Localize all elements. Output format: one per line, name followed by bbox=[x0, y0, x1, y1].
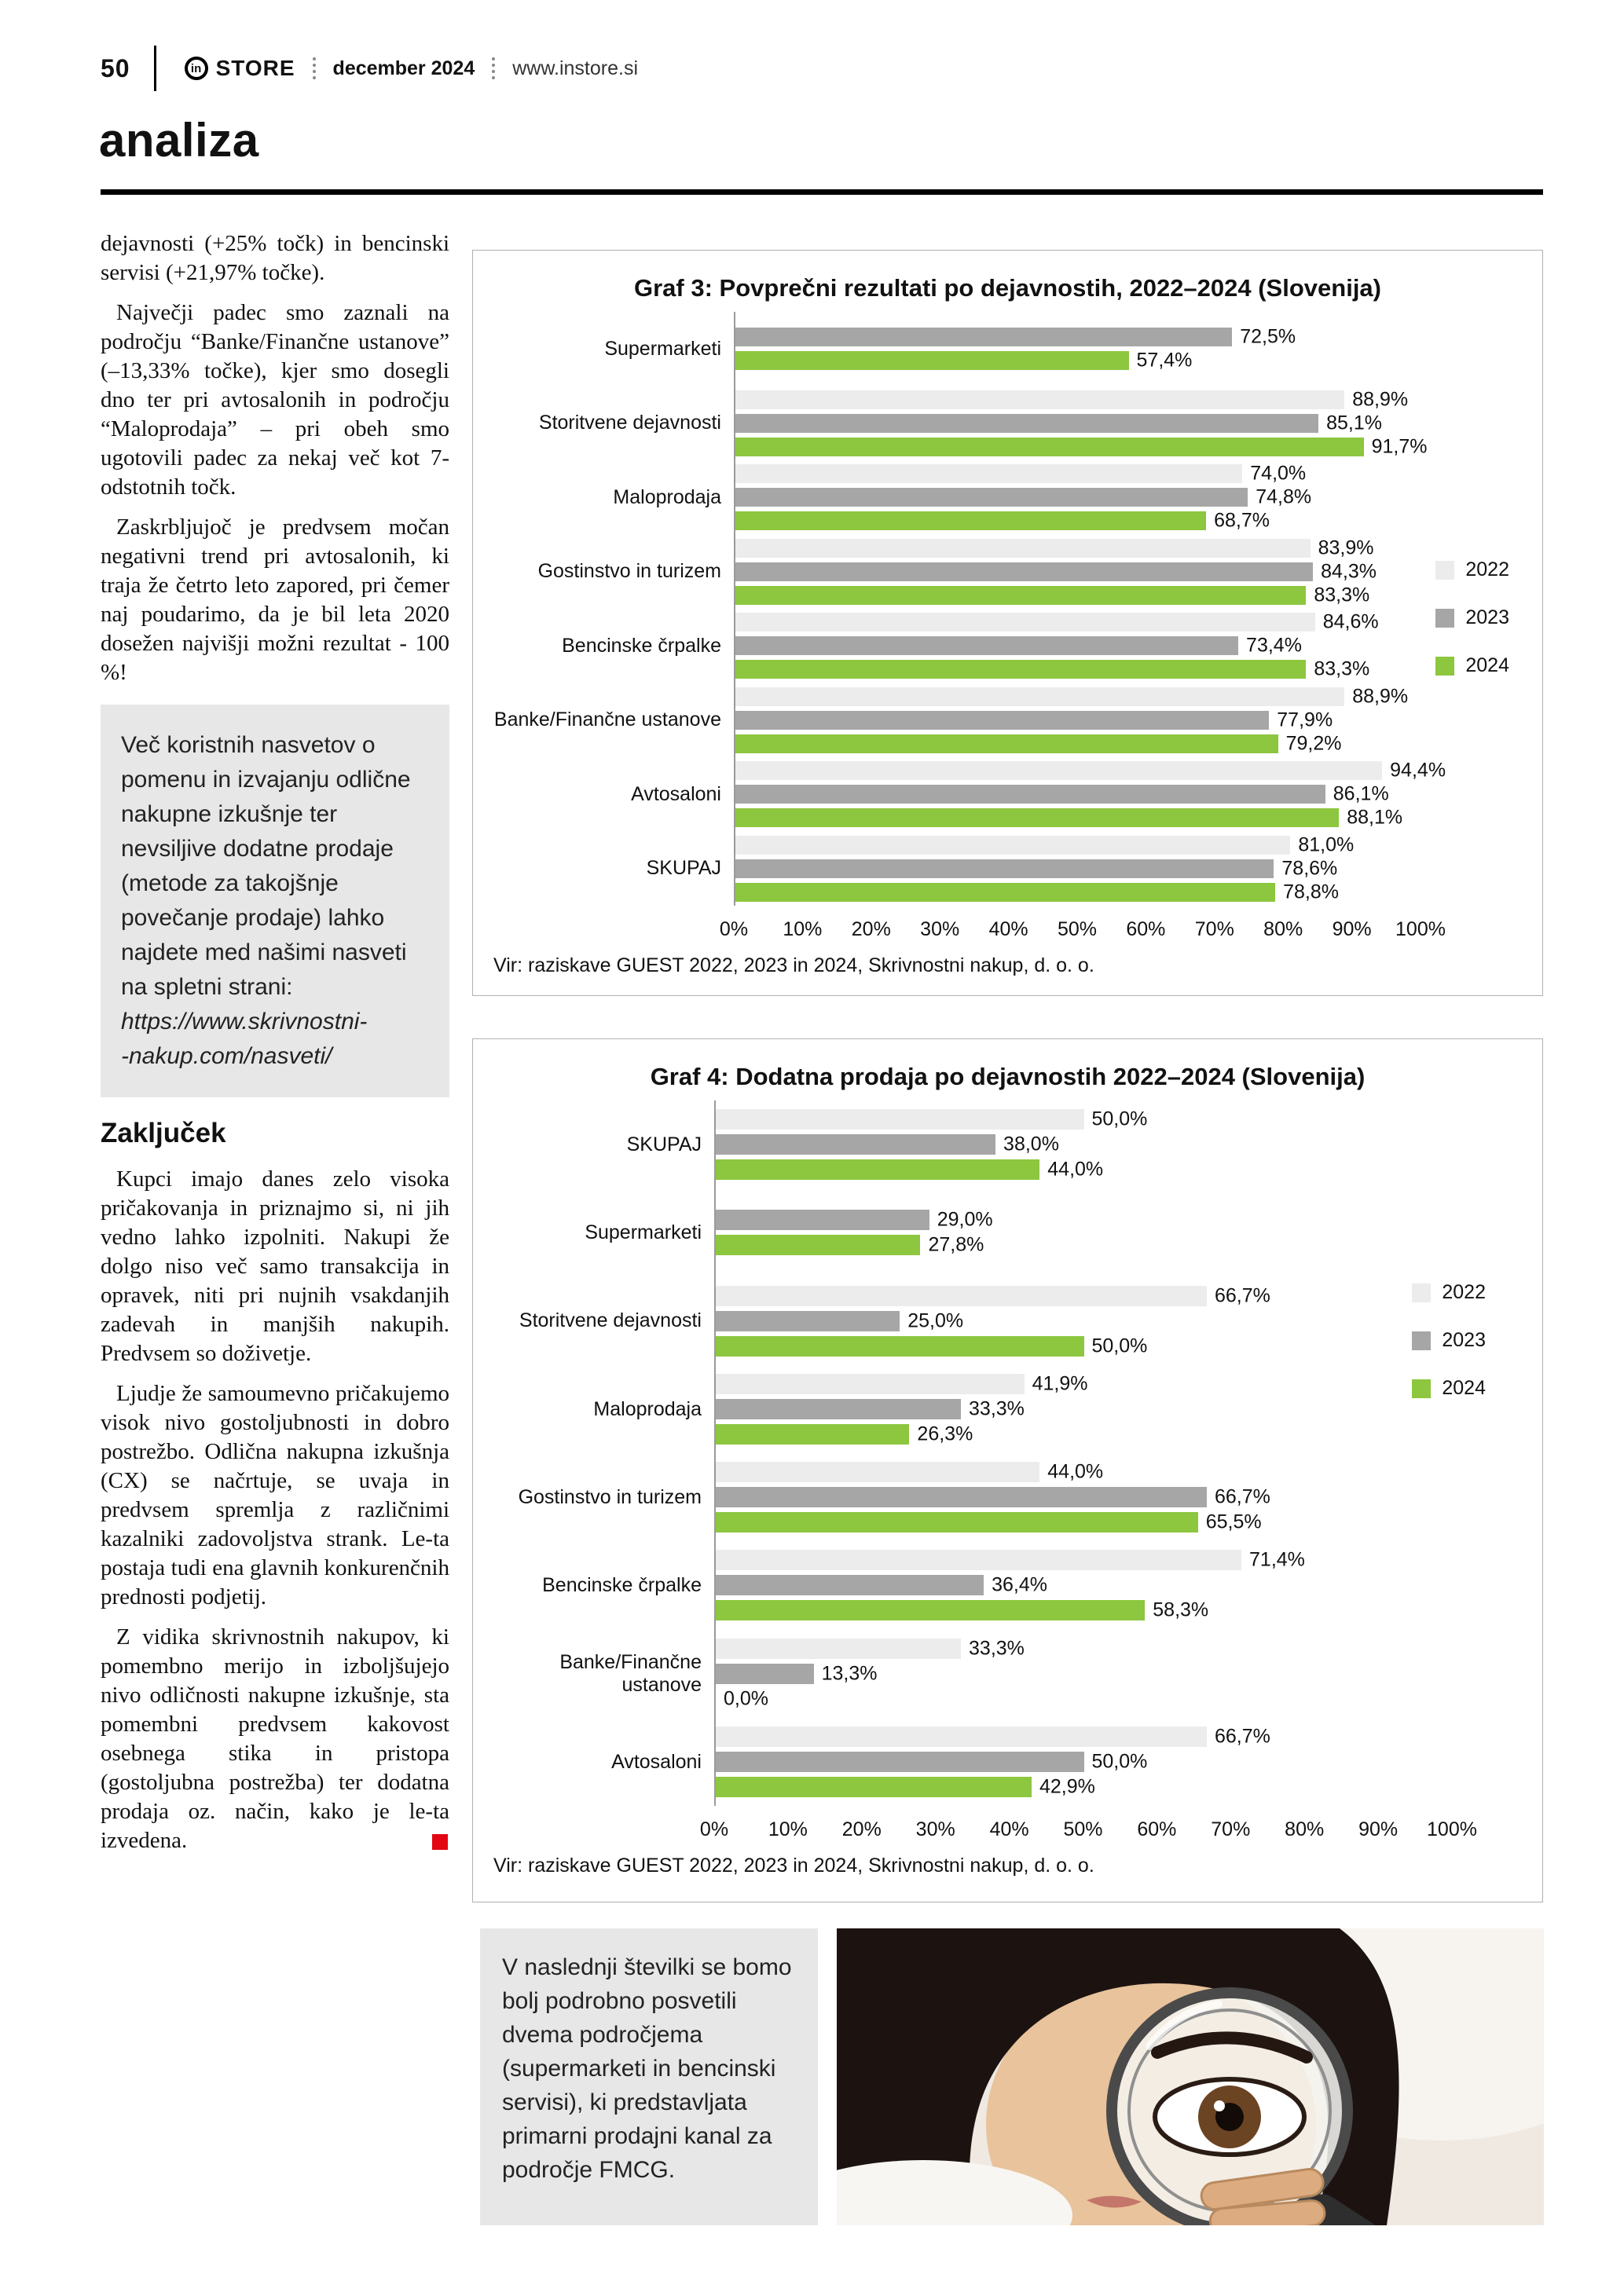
instore-logo-icon: in bbox=[185, 57, 208, 80]
tip-box bbox=[101, 705, 449, 1097]
page-header bbox=[101, 46, 1543, 91]
bar-line bbox=[716, 1286, 1452, 1306]
bar-2024 bbox=[716, 1777, 1032, 1797]
axis-tick: 40% bbox=[989, 1818, 1029, 1840]
bar-group bbox=[714, 1100, 1452, 1188]
tip-box-text: Več koristnih nasvetov o pomenu in izvajanju odlične nakupne izkušnje ter nevsiljive dodatne prodaje (metode za takojšnje povečanje prodaje) lahko najdete med našimi nasveti na spletni strani: bbox=[121, 732, 411, 1000]
bar-line bbox=[735, 485, 1421, 508]
bar-line bbox=[735, 511, 1421, 530]
chart-row bbox=[490, 386, 1428, 461]
axis-tick: 80% bbox=[1285, 1818, 1325, 1840]
value-label: 57,4% bbox=[1136, 349, 1193, 372]
bar-line bbox=[716, 1235, 1452, 1255]
chart-x-axis bbox=[719, 912, 1446, 948]
bar-2024 bbox=[735, 734, 1278, 753]
bar-group bbox=[714, 1718, 1452, 1806]
bar-2023 bbox=[716, 1399, 961, 1419]
axis-tick: 100% bbox=[1395, 918, 1446, 940]
value-label: 94,4% bbox=[1390, 759, 1446, 782]
category-label: Maloprodaja bbox=[613, 485, 721, 508]
bar-2024 bbox=[735, 660, 1306, 679]
bar-2024 bbox=[735, 438, 1364, 456]
chart-title: Graf 3: Povprečni rezultati po dejavnostih, 2022–2024 (Slovenija) bbox=[634, 274, 1381, 302]
bar-2024 bbox=[716, 1512, 1198, 1532]
value-label: 25,0% bbox=[907, 1309, 964, 1332]
legend-label: 2024 bbox=[1442, 1377, 1486, 1399]
chart-row bbox=[490, 1630, 1452, 1718]
value-label: 44,0% bbox=[1047, 1460, 1104, 1483]
value-label: 88,9% bbox=[1352, 685, 1409, 708]
bar-2022 bbox=[735, 539, 1311, 558]
bar-line bbox=[735, 759, 1446, 782]
chart-row bbox=[490, 1188, 1452, 1276]
bar-line bbox=[735, 586, 1421, 605]
value-label: 50,0% bbox=[1091, 1750, 1148, 1773]
value-label: 29,0% bbox=[937, 1208, 993, 1231]
value-label: 71,4% bbox=[1249, 1548, 1305, 1571]
bar-2022 bbox=[716, 1462, 1039, 1482]
section-title: analiza bbox=[99, 114, 259, 167]
value-label: 84,3% bbox=[1321, 560, 1377, 583]
legend-label: 2024 bbox=[1465, 654, 1509, 676]
bar-line bbox=[716, 1512, 1452, 1532]
chart-source: Vir: raziskave GUEST 2022, 2023 in 2024, Skrivnostni nakup, d. o. o. bbox=[493, 1855, 1094, 1877]
bar-2023 bbox=[716, 1575, 984, 1595]
axis-tick: 30% bbox=[920, 918, 960, 940]
value-label: 91,7% bbox=[1371, 435, 1428, 458]
bar-line bbox=[735, 610, 1421, 633]
bar-2023 bbox=[716, 1134, 995, 1155]
bar-line bbox=[735, 536, 1421, 559]
website-url: www.instore.si bbox=[512, 57, 638, 79]
axis-tick: 0% bbox=[699, 1818, 729, 1840]
legend-label: 2023 bbox=[1465, 606, 1509, 628]
legend-item bbox=[1412, 1329, 1486, 1352]
page-number: 50 bbox=[101, 53, 130, 82]
value-label: 79,2% bbox=[1285, 732, 1342, 755]
value-label: 85,1% bbox=[1326, 412, 1382, 434]
chart-row bbox=[490, 757, 1446, 832]
bar-2023 bbox=[735, 414, 1318, 433]
bar-line bbox=[716, 1727, 1452, 1747]
bar-line bbox=[735, 833, 1421, 856]
bar-line bbox=[735, 859, 1421, 878]
bar-line bbox=[735, 883, 1421, 902]
bar-2022 bbox=[735, 761, 1382, 780]
bar-group bbox=[734, 832, 1421, 906]
value-label: 77,9% bbox=[1277, 709, 1333, 731]
photo-illustration bbox=[837, 1928, 1544, 2225]
bar-2023 bbox=[735, 488, 1248, 507]
bar-line bbox=[735, 687, 1421, 706]
bar-line bbox=[735, 562, 1421, 581]
value-label: 84,6% bbox=[1322, 610, 1379, 633]
bar-line bbox=[735, 464, 1421, 483]
chart-legend bbox=[1435, 558, 1509, 677]
bar-2024 bbox=[716, 1159, 1039, 1180]
axis-tick: 20% bbox=[841, 1818, 882, 1840]
chart-row bbox=[490, 1365, 1452, 1453]
legend-swatch-2023 bbox=[1435, 609, 1454, 628]
issue-date: december 2024 bbox=[332, 57, 475, 79]
bar-2022 bbox=[716, 1550, 1241, 1570]
category-label: SKUPAJ bbox=[626, 1133, 702, 1155]
bar-2023 bbox=[735, 636, 1238, 655]
next-issue-box bbox=[480, 1928, 818, 2225]
axis-tick: 80% bbox=[1263, 918, 1303, 940]
value-label: 26,3% bbox=[917, 1423, 973, 1445]
chart-row bbox=[490, 535, 1421, 610]
article-paragraph: dejavnosti (+25% točk) in bencinski servisi (+21,97% točke). bbox=[101, 231, 449, 285]
chart-title: Graf 4: Dodatna prodaja po dejavnostih 2022–2024 (Slovenija) bbox=[650, 1063, 1366, 1090]
bar-group bbox=[734, 757, 1446, 832]
bar-line bbox=[716, 1134, 1452, 1155]
value-label: 73,4% bbox=[1246, 634, 1302, 657]
chart-graf4 bbox=[472, 1038, 1543, 1902]
value-label: 78,8% bbox=[1283, 881, 1340, 903]
legend-item bbox=[1412, 1377, 1486, 1400]
value-label: 58,3% bbox=[1153, 1598, 1209, 1621]
bar-line bbox=[735, 390, 1421, 409]
tip-box-url-line2[interactable]: -nakup.com/nasveti/ bbox=[121, 1043, 332, 1069]
category-label: Gostinstvo in turizem bbox=[518, 1485, 702, 1508]
category-label: Banke/Finančne ustanove bbox=[493, 709, 721, 731]
bar-group bbox=[734, 609, 1421, 683]
photo-woman-magnifying-glass bbox=[837, 1928, 1544, 2225]
bar-line bbox=[716, 1639, 1452, 1659]
bar-line bbox=[716, 1159, 1452, 1180]
bar-line bbox=[716, 1487, 1452, 1507]
bar-2024 bbox=[735, 586, 1306, 605]
bar-2023 bbox=[716, 1210, 929, 1230]
bar-line bbox=[716, 1424, 1452, 1445]
value-label: 88,9% bbox=[1352, 388, 1409, 411]
value-label: 74,8% bbox=[1256, 485, 1312, 508]
value-label: 33,3% bbox=[969, 1637, 1025, 1660]
bar-group bbox=[734, 535, 1421, 610]
bar-2023 bbox=[716, 1752, 1084, 1772]
category-label: Supermarketi bbox=[604, 337, 721, 360]
bar-2023 bbox=[735, 711, 1269, 730]
category-label: SKUPAJ bbox=[646, 857, 721, 880]
bar-line bbox=[735, 414, 1421, 433]
chart-rows bbox=[490, 1100, 1452, 1806]
conclusion-heading: Zaključek bbox=[101, 1118, 226, 1148]
axis-tick: 10% bbox=[768, 1818, 808, 1840]
bar-group bbox=[734, 683, 1421, 758]
category-label: Storitvene dejavnosti bbox=[538, 412, 721, 434]
axis-tick: 40% bbox=[988, 918, 1028, 940]
chart-row bbox=[490, 460, 1421, 535]
bar-line bbox=[716, 1210, 1452, 1230]
axis-tick: 50% bbox=[1057, 918, 1098, 940]
legend-item bbox=[1412, 1281, 1486, 1304]
value-label: 50,0% bbox=[1091, 1108, 1148, 1130]
bar-line bbox=[735, 351, 1421, 370]
bar-line bbox=[716, 1777, 1452, 1797]
bar-2023 bbox=[716, 1487, 1207, 1507]
chart-row bbox=[490, 609, 1421, 683]
brand-name: STORE bbox=[215, 56, 295, 80]
bar-line bbox=[716, 1664, 1452, 1684]
value-label: 86,1% bbox=[1333, 782, 1389, 805]
article-paragraph: Zaskrbljujoč je predvsem močan negativni trend pri avtosalonih, ki traja že četrto leto zapored, pri čemer naj poudarimo, da je bil leta 2020 dosežen najvišji možni rezultat - 100 %! bbox=[101, 514, 449, 685]
bar-line bbox=[735, 711, 1421, 730]
value-label: 33,3% bbox=[969, 1397, 1025, 1420]
bar-line bbox=[716, 1311, 1452, 1331]
legend-swatch-2022 bbox=[1435, 561, 1454, 580]
axis-tick: 100% bbox=[1427, 1818, 1477, 1840]
category-label: Bencinske črpalke bbox=[562, 634, 721, 657]
article-end-marker bbox=[432, 1834, 448, 1850]
bar-2022 bbox=[716, 1286, 1207, 1306]
bar-line bbox=[716, 1600, 1452, 1620]
chart-row bbox=[490, 1718, 1452, 1806]
value-label: 50,0% bbox=[1091, 1335, 1148, 1357]
bar-2022 bbox=[735, 464, 1242, 483]
axis-tick: 50% bbox=[1063, 1818, 1103, 1840]
bar-2022 bbox=[735, 613, 1315, 632]
bar-2024 bbox=[716, 1336, 1084, 1357]
legend-swatch-2022 bbox=[1412, 1283, 1431, 1302]
header-divider bbox=[154, 46, 156, 91]
bar-group bbox=[714, 1188, 1452, 1276]
value-label: 66,7% bbox=[1214, 1284, 1270, 1307]
value-label: 66,7% bbox=[1214, 1485, 1270, 1508]
bar-line bbox=[716, 1689, 1452, 1709]
value-label: 65,5% bbox=[1205, 1511, 1262, 1533]
legend-label: 2022 bbox=[1465, 558, 1509, 580]
conclusion-paragraph bbox=[101, 1623, 449, 1855]
bar-line bbox=[716, 1336, 1452, 1357]
bar-line bbox=[716, 1752, 1452, 1772]
chart-row bbox=[490, 1453, 1452, 1541]
bar-2022 bbox=[716, 1374, 1025, 1394]
axis-tick: 90% bbox=[1332, 918, 1372, 940]
bar-line bbox=[735, 734, 1421, 753]
axis-tick: 20% bbox=[851, 918, 891, 940]
bar-2022 bbox=[735, 836, 1290, 855]
bar-2022 bbox=[716, 1727, 1207, 1747]
value-label: 88,1% bbox=[1347, 806, 1403, 829]
bar-2022 bbox=[716, 1639, 961, 1659]
bar-line bbox=[716, 1109, 1452, 1130]
bar-line bbox=[716, 1462, 1452, 1482]
bar-2024 bbox=[735, 883, 1275, 902]
legend-swatch-2024 bbox=[1412, 1379, 1431, 1398]
bar-2024 bbox=[716, 1600, 1145, 1620]
value-label: 13,3% bbox=[821, 1662, 878, 1685]
bar-2022 bbox=[735, 687, 1344, 706]
bar-2024 bbox=[735, 511, 1206, 530]
chart-row bbox=[490, 1100, 1452, 1188]
bar-2024 bbox=[735, 351, 1129, 370]
conclusion-paragraph: Ljudje že samoumevno pričakujemo visok nivo gostoljubnosti in dobro postrežbo. Odlična nakupna izkušnja (CX) se načrtuje, se uvaja in predvsem spremlja z različnimi kazalniki zadovoljstva strank. Le-ta postaja tudi ena glavnih konkurenčnih prednosti podjetij. bbox=[101, 1381, 449, 1609]
chart-graf3 bbox=[472, 250, 1543, 996]
bar-group bbox=[714, 1277, 1452, 1365]
conclusion-paragraph-text: Z vidika skrivnostnih nakupov, ki pomembno merijo in izboljšujejo nivo odličnosti nakupne izkušnje, sta pomembni predvsem kakovost osebnega stika in pristopa (gostoljubna postrežba) ter dodatna prodaja oz. način, kako je le-ta izvedena. bbox=[101, 1624, 449, 1853]
chart-row bbox=[490, 312, 1421, 386]
value-label: 81,0% bbox=[1298, 833, 1355, 856]
next-issue-text: V naslednji številki se bomo bolj podrobno posvetili dvema področjema (supermarketi in bencinski servisi), ki predstavljata primarni prodajni kanal za področje FMCG. bbox=[502, 1954, 792, 2183]
bar-2022 bbox=[716, 1109, 1084, 1130]
bar-line bbox=[716, 1550, 1452, 1570]
bar-group bbox=[714, 1365, 1452, 1453]
bar-line bbox=[735, 782, 1421, 805]
axis-tick: 90% bbox=[1358, 1818, 1399, 1840]
axis-tick: 70% bbox=[1211, 1818, 1251, 1840]
legend-label: 2023 bbox=[1442, 1329, 1486, 1351]
article-paragraph: Največji padec smo zaznali na področju “Banke/Finančne ustanove” (–13,33% točke), kjer smo dosegli dno ter pri avtosalonih in področju “Maloprodaja” – pri obeh smo ugotovili padec za nekaj več kot 7-odstotnih točk. bbox=[101, 300, 449, 500]
axis-tick: 10% bbox=[783, 918, 823, 940]
bar-2022 bbox=[735, 390, 1344, 409]
bar-line bbox=[716, 1575, 1452, 1595]
value-label: 83,9% bbox=[1318, 536, 1374, 559]
dotted-separator bbox=[313, 57, 316, 79]
bar-line bbox=[735, 808, 1421, 827]
conclusion-paragraph: Kupci imajo danes zelo visoka pričakovanja in priznajmo si, ni jih vedno lahko izpolniti. Nakupi že dolgo niso več samo transakcija in opravek, niti pri nujnih vsakdanjih zadevah in manjših nakupih. Predvsem so doživetje. bbox=[101, 1166, 449, 1366]
bar-line bbox=[716, 1399, 1452, 1419]
value-label: 66,7% bbox=[1214, 1725, 1270, 1748]
bar-group bbox=[734, 460, 1421, 535]
tip-box-url-line1[interactable]: https://www.skrivnostni- bbox=[121, 1009, 368, 1034]
legend-item bbox=[1435, 654, 1509, 677]
value-label: 83,3% bbox=[1314, 657, 1370, 680]
bar-group bbox=[714, 1541, 1452, 1629]
value-label: 74,0% bbox=[1250, 462, 1307, 485]
bar-group bbox=[734, 386, 1428, 461]
value-label: 38,0% bbox=[1003, 1133, 1059, 1155]
legend-label: 2022 bbox=[1442, 1281, 1486, 1303]
title-rule bbox=[101, 189, 1543, 195]
category-label: Maloprodaja bbox=[593, 1397, 702, 1420]
bar-line bbox=[735, 435, 1428, 458]
category-label: Avtosaloni bbox=[631, 782, 721, 805]
category-label: Supermarketi bbox=[585, 1221, 702, 1243]
chart-legend bbox=[1412, 1281, 1486, 1400]
category-label: Gostinstvo in turizem bbox=[537, 560, 721, 583]
bar-line bbox=[735, 636, 1421, 655]
category-label: Storitvene dejavnosti bbox=[519, 1309, 702, 1332]
legend-item bbox=[1435, 606, 1509, 629]
instore-logo bbox=[185, 56, 295, 81]
bar-2023 bbox=[716, 1311, 900, 1331]
value-label: 72,5% bbox=[1240, 325, 1296, 348]
chart-rows bbox=[490, 312, 1446, 906]
bar-line bbox=[716, 1374, 1452, 1394]
dotted-separator bbox=[492, 57, 495, 79]
value-label: 42,9% bbox=[1039, 1775, 1095, 1798]
chart-source: Vir: raziskave GUEST 2022, 2023 in 2024, Skrivnostni nakup, d. o. o. bbox=[493, 954, 1094, 976]
axis-tick: 60% bbox=[1137, 1818, 1177, 1840]
bar-2023 bbox=[735, 562, 1313, 581]
chart-x-axis bbox=[699, 1812, 1477, 1848]
bar-line bbox=[735, 325, 1421, 348]
value-label: 68,7% bbox=[1214, 509, 1270, 532]
value-label: 83,3% bbox=[1314, 584, 1370, 606]
chart-row bbox=[490, 1541, 1452, 1629]
category-label: Avtosaloni bbox=[611, 1750, 702, 1773]
bar-group bbox=[734, 312, 1421, 386]
chart-row bbox=[490, 832, 1421, 906]
axis-tick: 0% bbox=[719, 918, 749, 940]
article-text-column bbox=[101, 229, 449, 1866]
value-label: 41,9% bbox=[1032, 1372, 1088, 1395]
bar-2023 bbox=[735, 785, 1325, 804]
bar-2023 bbox=[735, 859, 1274, 878]
category-label: Bencinske črpalke bbox=[542, 1574, 702, 1596]
value-label: 44,0% bbox=[1047, 1158, 1104, 1181]
bar-2023 bbox=[735, 328, 1232, 346]
legend-item bbox=[1435, 558, 1509, 581]
chart-row bbox=[490, 683, 1421, 758]
value-label: 36,4% bbox=[992, 1573, 1047, 1596]
bar-2024 bbox=[716, 1424, 909, 1445]
bar-2024 bbox=[716, 1235, 920, 1255]
bar-2024 bbox=[735, 808, 1339, 827]
value-label: 27,8% bbox=[928, 1233, 984, 1256]
axis-tick: 30% bbox=[915, 1818, 955, 1840]
axis-tick: 60% bbox=[1126, 918, 1166, 940]
value-label: 0,0% bbox=[724, 1687, 768, 1710]
bar-2023 bbox=[716, 1664, 814, 1684]
legend-swatch-2024 bbox=[1435, 657, 1454, 676]
bar-line bbox=[735, 657, 1421, 680]
legend-swatch-2023 bbox=[1412, 1331, 1431, 1350]
category-label: Banke/Finančne ustanove bbox=[559, 1650, 702, 1696]
chart-row bbox=[490, 1277, 1452, 1365]
bar-group bbox=[714, 1453, 1452, 1541]
value-label: 78,6% bbox=[1281, 857, 1338, 880]
axis-tick: 70% bbox=[1194, 918, 1234, 940]
bar-group bbox=[714, 1630, 1452, 1718]
